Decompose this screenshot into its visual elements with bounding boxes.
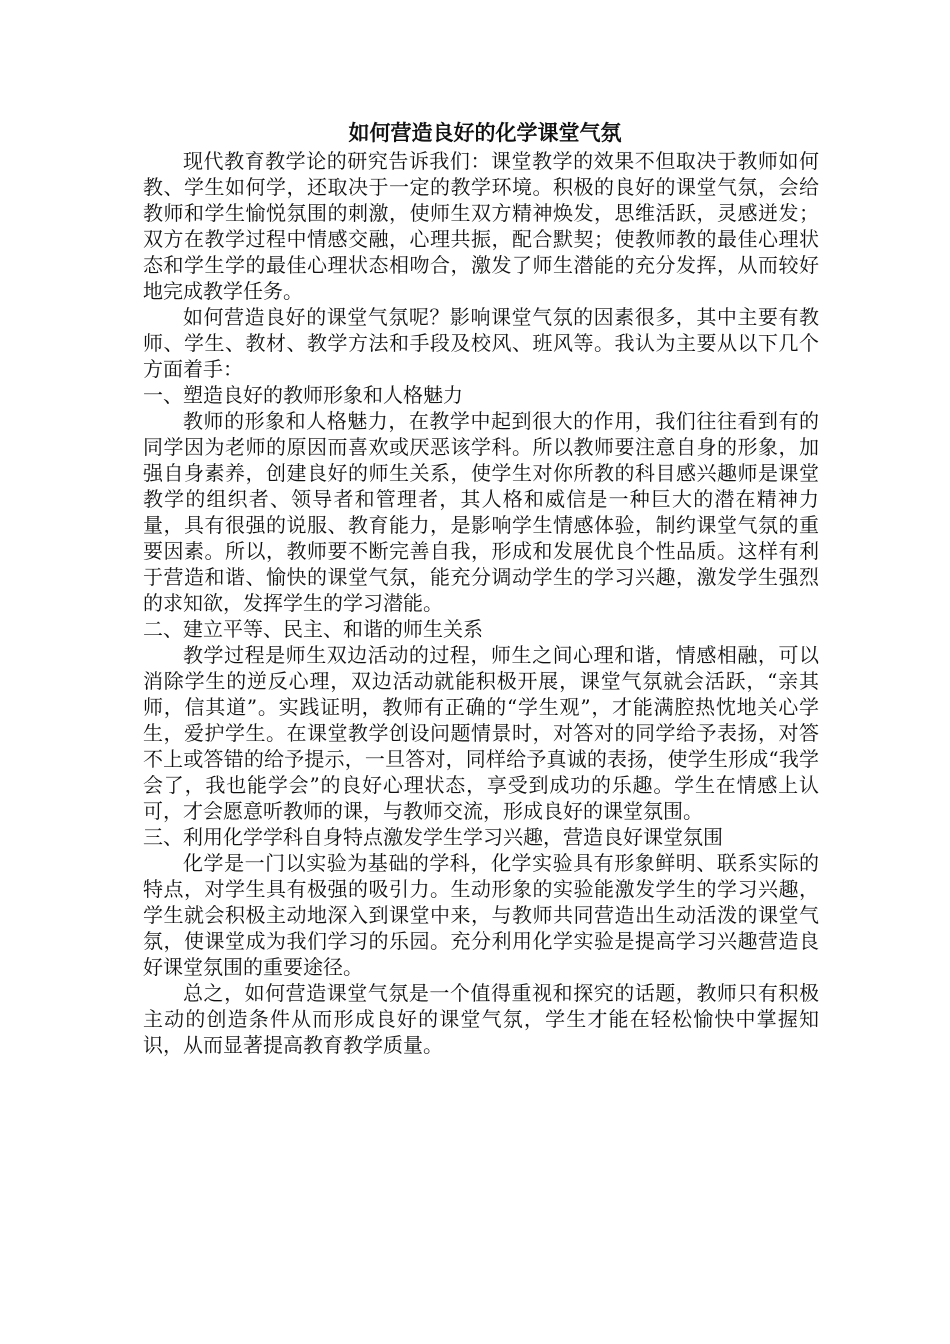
section-heading-3: 三、利用化学学科自身特点激发学生学习兴趣，营造良好课堂氛围 bbox=[143, 825, 723, 849]
conclusion-paragraph: 总之，如何营造课堂气氛是一个值得重视和探究的话题，教师只有积极主动的创造条件从而形成良好的课堂气氛，学生才能在轻松愉快中掌握知识，从而显著提高教育教学质量。 bbox=[143, 981, 819, 1057]
document-title: 如何营造良好的化学课堂气氛 bbox=[348, 120, 622, 145]
section-heading-1: 一、塑造良好的教师形象和人格魅力 bbox=[143, 383, 463, 407]
document-page bbox=[143, 118, 819, 1058]
intro-paragraph-2: 如何营造良好的课堂气氛呢？影响课堂气氛的因素很多，其中主要有教师、学生、教材、教学方法和手段及校风、班风等。我认为主要从以下几个方面着手： bbox=[143, 305, 819, 381]
intro-paragraph-1: 现代教育教学论的研究告诉我们：课堂教学的效果不但取决于教师如何教、学生如何学，还取决于一定的教学环境。积极的良好的课堂气氛，会给教师和学生愉悦氛围的刺激，使师生双方精神焕发，思维活跃，灵感迸发；双方在教学过程中情感交融，心理共振，配合默契；使教师教的最佳心理状态和学生学的最佳心理状态相吻合，激发了师生潜能的充分发挥，从而较好地完成教学任务。 bbox=[143, 149, 819, 303]
section-body-2: 教学过程是师生双边活动的过程，师生之间心理和谐，情感相融，可以消除学生的逆反心理，双边活动就能积极开展，课堂气氛就会活跃，“亲其师，信其道”。实践证明，教师有正确的“学生观”，才能满腔热忱地关心学生，爱护学生。在课堂教学创设问题情景时，对答对的同学给予表扬，对答不上或答错的给予提示，一旦答对，同样给予真诚的表扬，使学生形成“我学会了，我也能学会”的良好心理状态，享受到成功的乐趣。学生在情感上认可，才会愿意听教师的课，与教师交流，形成良好的课堂氛围。 bbox=[143, 643, 819, 823]
section-heading-2: 二、建立平等、民主、和谐的师生关系 bbox=[143, 617, 483, 641]
section-body-3: 化学是一门以实验为基础的学科，化学实验具有形象鲜明、联系实际的特点，对学生具有极强的吸引力。生动形象的实验能激发学生的学习兴趣，学生就会积极主动地深入到课堂中来，与教师共同营造出生动活泼的课堂气氛，使课堂成为我们学习的乐园。充分利用化学实验是提高学习兴趣营造良好课堂氛围的重要途径。 bbox=[143, 851, 819, 979]
section-body-1: 教师的形象和人格魅力，在教学中起到很大的作用，我们往往看到有的同学因为老师的原因而喜欢或厌恶该学科。所以教师要注意自身的形象，加强自身素养，创建良好的师生关系，使学生对你所教的科目感兴趣师是课堂教学的组织者、领导者和管理者，其人格和威信是一种巨大的潜在精神力量，具有很强的说服、教育能力，是影响学生情感体验，制约课堂气氛的重要因素。所以，教师要不断完善自我，形成和发展优良个性品质。这样有利于营造和谐、愉快的课堂气氛，能充分调动学生的学习兴趣，激发学生强烈的求知欲，发挥学生的学习潜能。 bbox=[143, 409, 819, 615]
